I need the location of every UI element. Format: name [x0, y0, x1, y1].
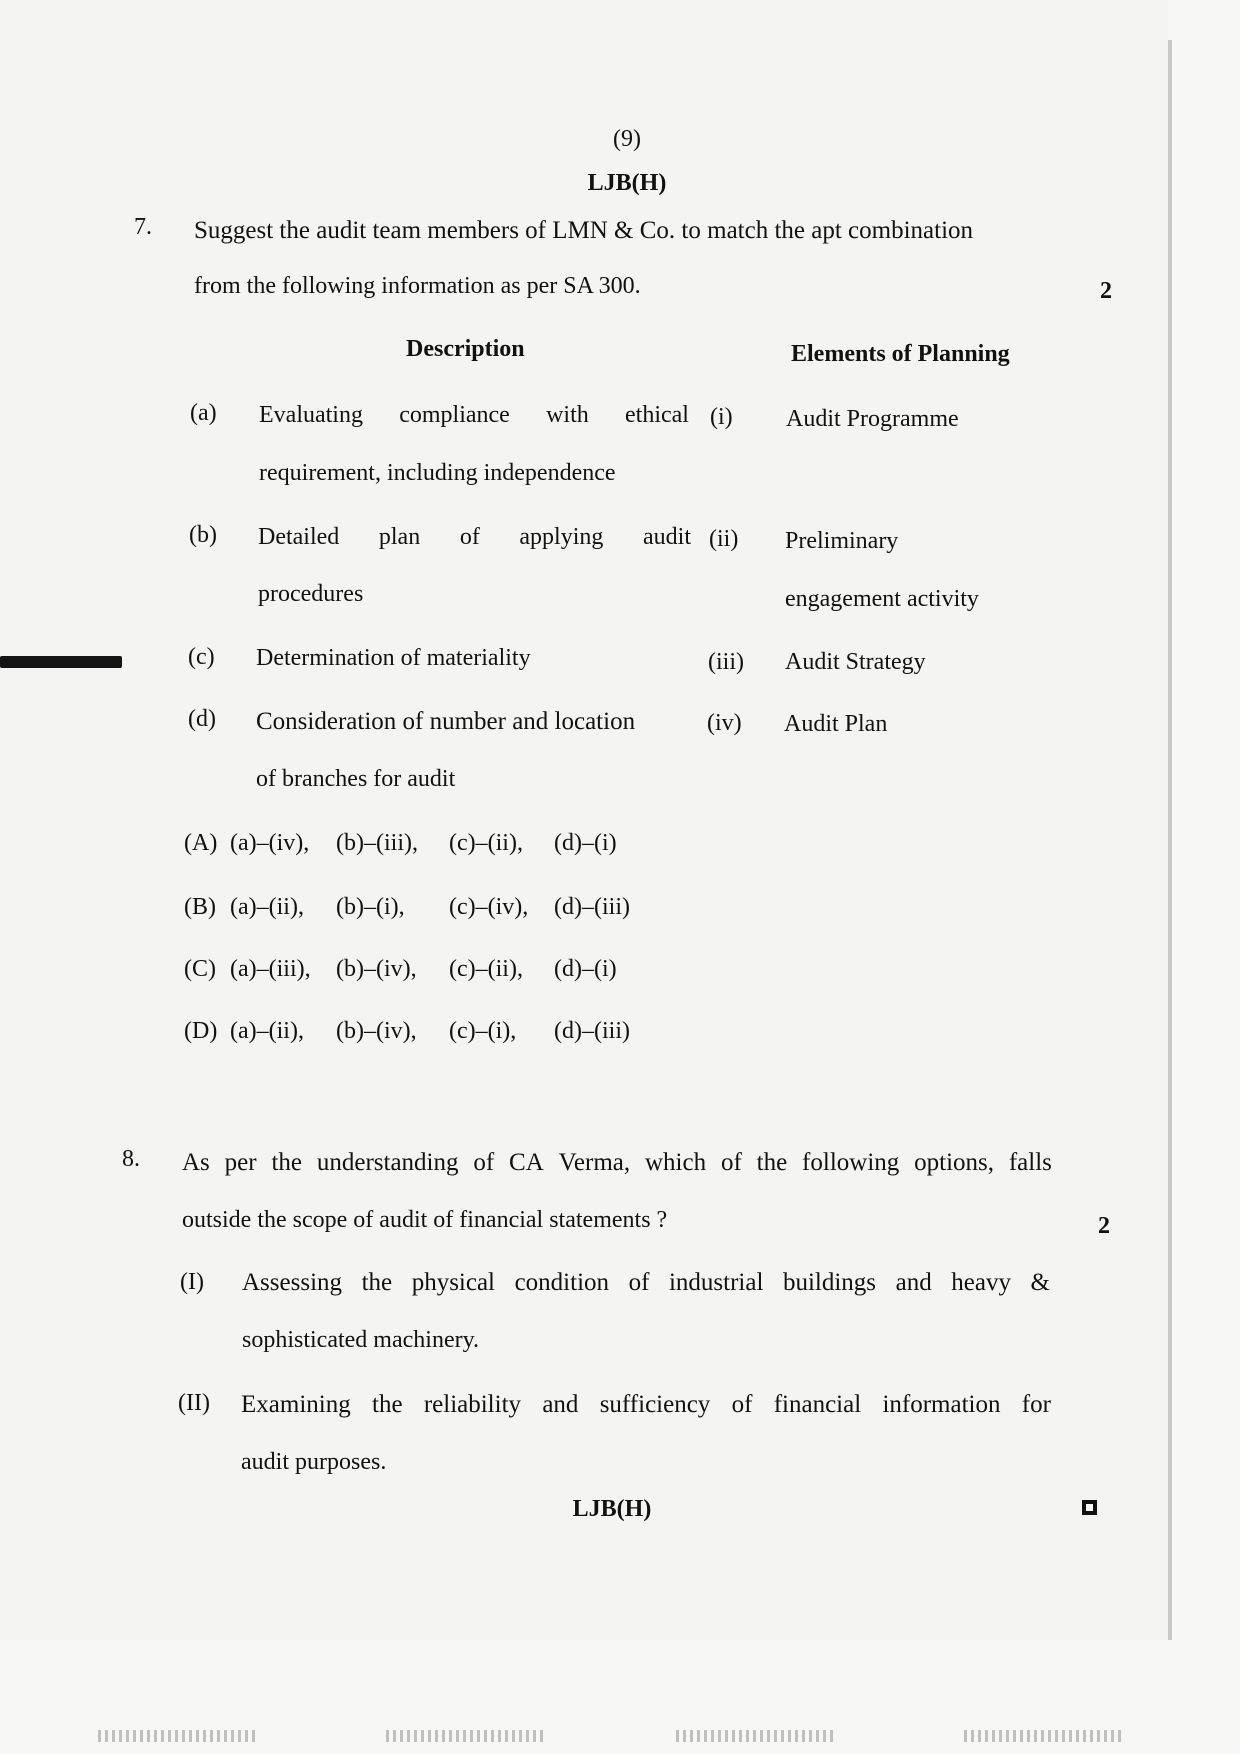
option-part: (a)–(ii),	[230, 894, 304, 920]
q8-item-2-line-1	[241, 1390, 1051, 1420]
q8-item-2-label: (II)	[178, 1390, 210, 1416]
word: the	[361, 1269, 393, 1296]
word: Verma,	[558, 1149, 631, 1176]
word: physical	[411, 1269, 496, 1296]
word: of	[720, 1149, 742, 1176]
word: the	[756, 1149, 788, 1176]
scan-smudge	[0, 656, 122, 668]
option-part: (b)–(iv),	[336, 1018, 417, 1044]
word: reliability	[423, 1391, 522, 1418]
q7-row-c-letter: (c)	[188, 644, 215, 670]
word: information	[882, 1391, 1001, 1418]
q7-row-d-description-line-2: of branches for audit	[256, 766, 456, 792]
q7-row-d-description-line-1: Consideration of number and location	[256, 708, 636, 735]
word: following	[802, 1149, 900, 1176]
q8-line-1	[182, 1148, 1052, 1178]
word: ethical	[625, 402, 689, 428]
word: of	[473, 1149, 495, 1176]
q7-row-c-roman: (iii)	[708, 649, 744, 675]
word: with	[546, 402, 589, 428]
option-part: (c)–(ii),	[449, 956, 523, 982]
q7-row-c-element: Audit Strategy	[785, 649, 926, 675]
q7-line-1: Suggest the audit team members of LMN & Co. to match the apt combination	[194, 217, 974, 244]
option-part: (b)–(iii),	[336, 830, 418, 856]
option-part: (a)–(ii),	[230, 1018, 304, 1044]
word: falls	[1008, 1149, 1052, 1176]
option-part: (d)–(i)	[554, 830, 617, 856]
q7-row-d-letter: (d)	[188, 706, 216, 732]
option-part: (d)–(iii)	[554, 894, 630, 920]
option-label: (A)	[184, 830, 218, 856]
paper-code-header: LJB(H)	[587, 170, 667, 196]
word: Assessing	[242, 1269, 343, 1296]
word: buildings	[782, 1269, 877, 1296]
q7-row-a-letter: (a)	[190, 400, 217, 426]
q7-marks: 2	[1100, 278, 1112, 304]
q8-item-1-label: (I)	[180, 1269, 204, 1295]
q7-row-b-description-line-1	[258, 522, 691, 552]
q7-row-b-description-line-2: procedures	[258, 581, 364, 607]
word: heavy	[951, 1269, 1011, 1296]
word: per	[224, 1149, 257, 1176]
word: the	[271, 1149, 302, 1176]
word: applying	[519, 524, 604, 550]
word: financial	[773, 1391, 862, 1418]
option-part: (a)–(iv),	[230, 830, 310, 856]
q7-row-b-element-line-1: Preliminary	[785, 528, 899, 554]
word: options,	[914, 1149, 994, 1176]
word: plan	[378, 524, 421, 550]
word: CA	[509, 1149, 544, 1176]
q7-row-d-element: Audit Plan	[784, 711, 888, 737]
option-part: (b)–(iv),	[336, 956, 417, 982]
word: Examining	[241, 1391, 351, 1418]
scan-mark	[386, 1730, 546, 1742]
q8-item-1-line-2: sophisticated machinery.	[242, 1327, 480, 1353]
q8-marks: 2	[1098, 1213, 1110, 1239]
scan-mark	[98, 1730, 258, 1742]
q7-row-a-element: Audit Programme	[786, 406, 959, 432]
option-label: (C)	[184, 956, 216, 982]
option-part: (b)–(i),	[336, 894, 405, 920]
word: audit	[643, 524, 691, 550]
word: of	[628, 1269, 650, 1296]
word: Evaluating	[259, 402, 363, 428]
word: and	[542, 1391, 579, 1418]
corner-square-icon	[1082, 1500, 1097, 1515]
scan-mark	[964, 1730, 1124, 1742]
word: industrial	[668, 1269, 764, 1296]
q7-number: 7.	[134, 214, 152, 240]
q8-item-2-line-2: audit purposes.	[241, 1449, 387, 1475]
q7-row-a-description-line-1	[259, 400, 689, 430]
q7-row-a-description-line-2: requirement, including independence	[259, 460, 616, 486]
option-part: (d)–(i)	[554, 956, 617, 982]
q7-row-a-roman: (i)	[710, 404, 733, 430]
option-part: (a)–(iii),	[230, 956, 311, 982]
word: compliance	[399, 402, 510, 428]
option-part: (d)–(iii)	[554, 1018, 630, 1044]
word: of	[459, 524, 480, 550]
q8-item-1-line-1	[242, 1268, 1050, 1298]
word: condition	[514, 1269, 610, 1296]
q7-row-b-letter: (b)	[189, 522, 217, 548]
option-label: (B)	[184, 894, 216, 920]
word: which	[644, 1149, 707, 1176]
option-part: (c)–(iv),	[449, 894, 529, 920]
page-edge-shadow	[1168, 40, 1172, 1640]
q7-row-b-roman: (ii)	[709, 526, 739, 552]
option-label: (D)	[184, 1018, 218, 1044]
word: of	[731, 1391, 753, 1418]
word: and	[895, 1269, 932, 1296]
q7-row-c-description: Determination of materiality	[256, 645, 531, 671]
q7-column-description: Description	[406, 336, 525, 362]
word: the	[372, 1391, 403, 1418]
q7-row-b-element-line-2: engagement activity	[785, 586, 979, 612]
word: Detailed	[258, 524, 340, 550]
q8-line-2: outside the scope of audit of financial statements ?	[182, 1207, 668, 1233]
word: understanding	[316, 1149, 459, 1176]
q7-row-d-roman: (iv)	[707, 710, 742, 736]
word: &	[1030, 1269, 1050, 1296]
page-number: (9)	[613, 126, 641, 152]
option-part: (c)–(ii),	[449, 830, 523, 856]
option-part: (c)–(i),	[449, 1018, 517, 1044]
scan-mark	[676, 1730, 836, 1742]
q7-line-2: from the following information as per SA 300.	[194, 273, 641, 299]
paper-code-footer: LJB(H)	[572, 1496, 652, 1522]
q7-column-elements: Elements of Planning	[791, 341, 1010, 367]
q8-number: 8.	[122, 1146, 140, 1172]
word: sufficiency	[599, 1391, 711, 1418]
word: As	[182, 1149, 210, 1176]
word: for	[1021, 1391, 1051, 1418]
